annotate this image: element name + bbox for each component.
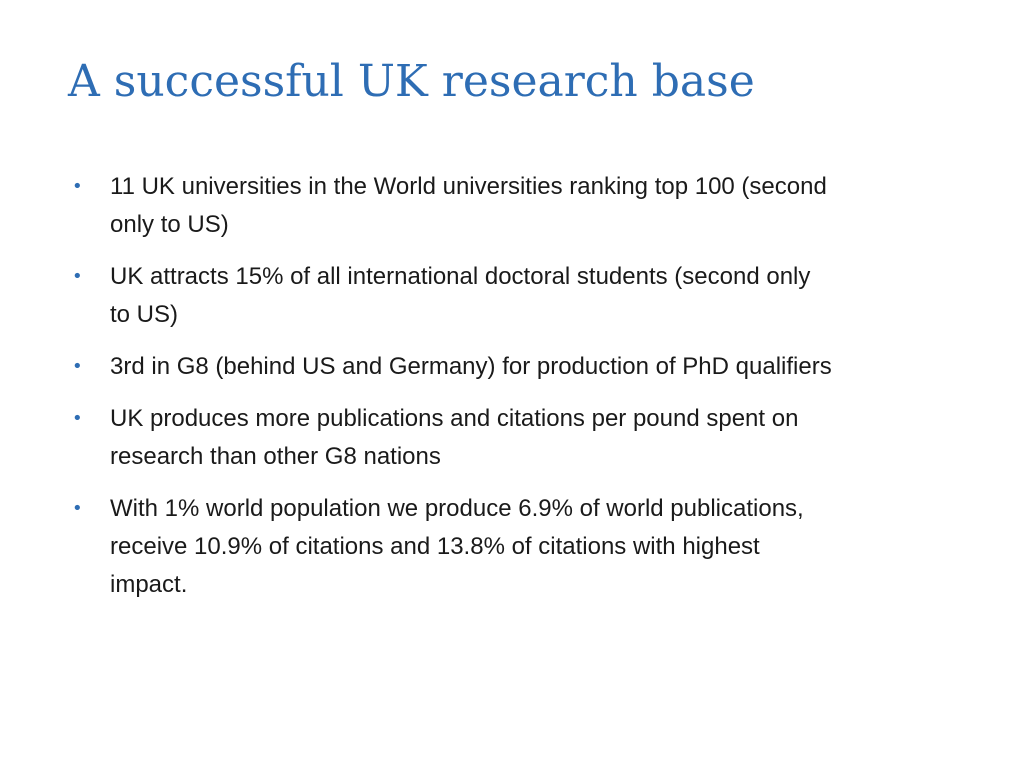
bullet-text: 11 UK universities in the World universities ranking top 100 (second only to US) xyxy=(110,173,827,238)
bullet-item xyxy=(72,490,832,604)
bullet-item xyxy=(72,168,832,244)
bullet-item xyxy=(72,348,832,386)
bullet-item xyxy=(72,258,832,334)
bullet-icon: • xyxy=(72,498,83,519)
bullet-icon: • xyxy=(72,266,83,287)
slide-title: A successful UK research base xyxy=(68,56,755,107)
bullet-text: UK produces more publications and citations per pound spent on research than other G8 nations xyxy=(110,405,799,470)
bullet-icon: • xyxy=(72,356,83,377)
bullet-text: UK attracts 15% of all international doctoral students (second only to US) xyxy=(110,263,811,328)
bullet-item xyxy=(72,400,832,476)
bullet-icon: • xyxy=(72,176,83,197)
bullet-list xyxy=(72,168,832,618)
bullet-text: 3rd in G8 (behind US and Germany) for production of PhD qualifiers xyxy=(110,353,832,380)
bullet-text: With 1% world population we produce 6.9% of world publications, receive 10.9% of citations and 13.8% of citations with highest impact. xyxy=(110,495,804,598)
bullet-icon: • xyxy=(72,408,83,429)
